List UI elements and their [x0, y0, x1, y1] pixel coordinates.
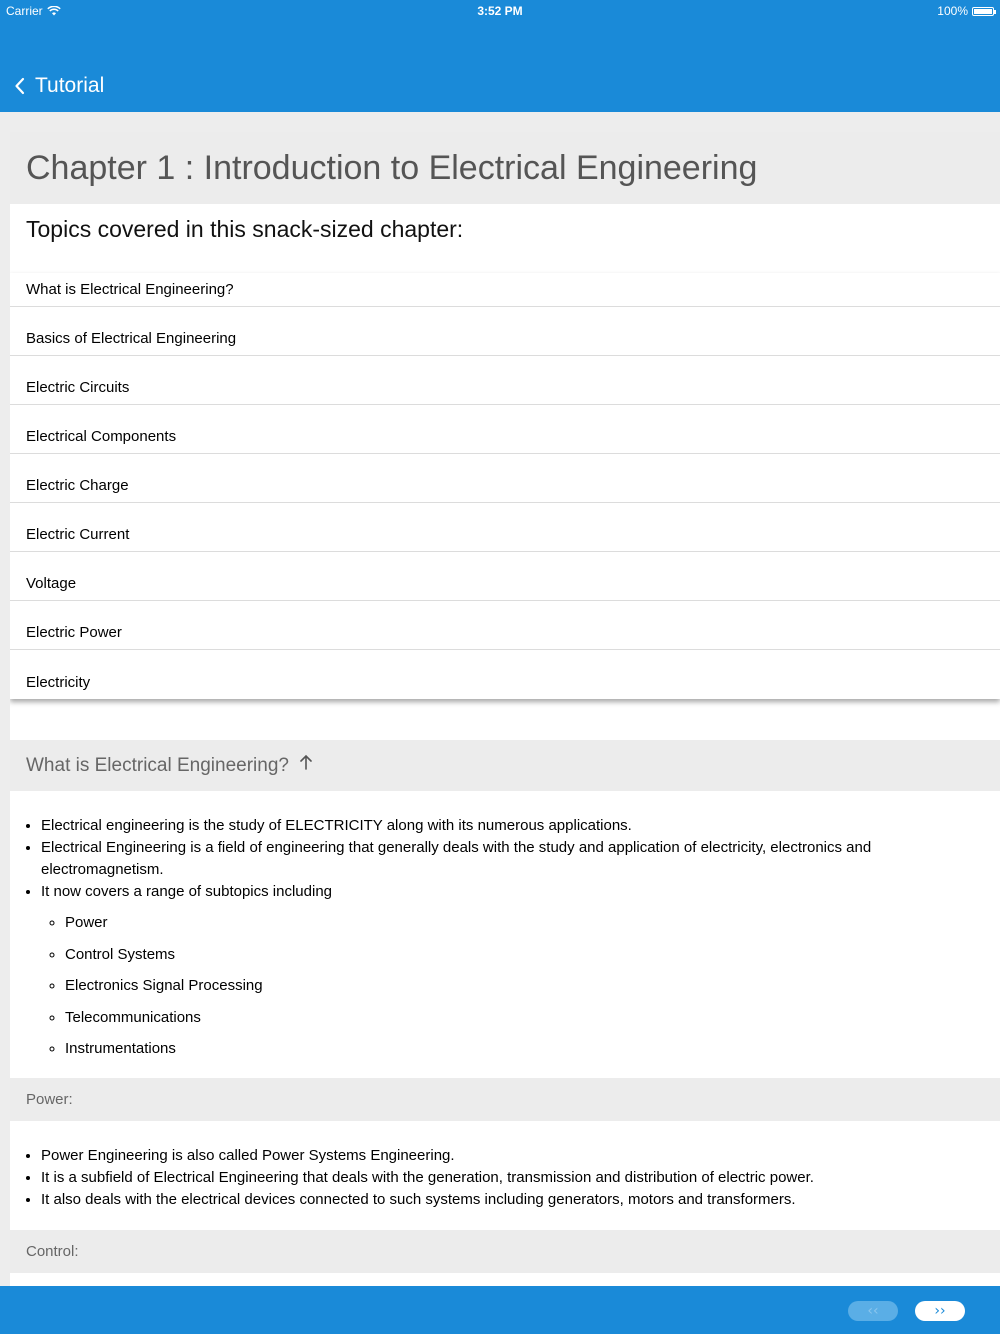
bottom-bar — [0, 1286, 1000, 1334]
section-header — [10, 740, 1000, 791]
section-title: What is Electrical Engineering? — [26, 754, 289, 776]
bullet-list — [41, 1145, 981, 1211]
carrier-label: Carrier — [6, 4, 43, 18]
topic-item[interactable]: Electric Charge — [10, 454, 1000, 503]
sub-list-item: ◦ Control Systems — [65, 939, 981, 971]
next-button[interactable]: ›› — [915, 1301, 965, 1321]
section-header — [10, 1078, 1000, 1121]
chapter-title: Chapter 1 : Introduction to Electrical Engineering — [26, 148, 758, 187]
section-title: Control: — [26, 1243, 79, 1260]
list-item: • It is a subfield of Electrical Engineering that deals with the generation, transmission and distribution of electric power. — [41, 1167, 981, 1189]
chapter-header — [10, 132, 1000, 204]
sub-list-item: ◦ Power — [65, 907, 981, 939]
section-header — [10, 1230, 1000, 1273]
section-title: Power: — [26, 1091, 73, 1108]
topics-heading: Topics covered in this snack-sized chapter: — [26, 216, 464, 242]
chevron-left-icon — [14, 77, 25, 95]
topic-item[interactable]: Voltage — [10, 552, 1000, 601]
top-bar — [0, 0, 1000, 112]
topic-item[interactable]: Electric Power — [10, 601, 1000, 650]
battery-info — [937, 4, 994, 18]
clock: 3:52 PM — [477, 4, 523, 18]
list-item-text: It now covers a range of subtopics including — [41, 883, 332, 900]
topic-item[interactable]: Electricity — [26, 674, 91, 691]
chapter-content[interactable] — [10, 132, 1000, 1286]
sub-list-item: ◦ Electronics Signal Processing — [65, 970, 981, 1002]
sub-list-item: ◦ Instrumentations — [65, 1033, 981, 1065]
topic-item[interactable]: Basics of Electrical Engineering — [10, 307, 1000, 356]
topic-item[interactable]: Electric Circuits — [10, 356, 1000, 405]
back-label: Tutorial — [35, 74, 105, 97]
list-item: • Power Engineering is also called Power Systems Engineering. — [41, 1145, 981, 1167]
list-item: • Electrical Engineering is a field of engineering that generally deals with the study and application of electricity, electronics and electromagnetism. — [41, 837, 981, 881]
topic-item[interactable]: Electric Current — [10, 503, 1000, 552]
list-item: • Electrical engineering is the study of ELECTRICITY along with its numerous applications. — [41, 815, 981, 837]
topic-list — [10, 273, 1000, 699]
bullet-list — [41, 815, 981, 1065]
list-item: • It also deals with the electrical devices connected to such systems including generators, motors and transformers. — [41, 1189, 981, 1211]
sub-bullet-list — [41, 907, 981, 1065]
battery-percent: 100% — [937, 4, 968, 18]
back-button[interactable] — [14, 74, 104, 98]
arrow-up-icon[interactable] — [299, 754, 313, 770]
status-bar — [0, 0, 1000, 22]
previous-button[interactable]: ‹‹ — [848, 1301, 898, 1321]
topic-item[interactable]: What is Electrical Engineering? — [10, 273, 1000, 307]
sub-list-item: ◦ Telecommunications — [65, 1002, 981, 1034]
battery-icon — [972, 7, 994, 16]
list-item — [41, 881, 981, 1065]
topic-item[interactable]: Electrical Components — [10, 405, 1000, 454]
